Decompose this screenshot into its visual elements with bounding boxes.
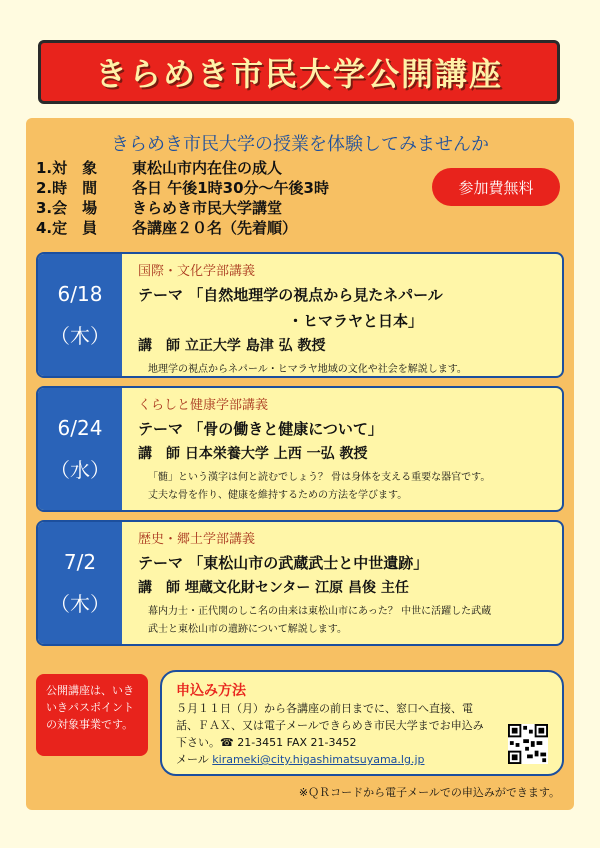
free-badge: 参加費無料 bbox=[432, 168, 560, 206]
lecture-date: 6/24 bbox=[57, 415, 103, 440]
mail-label: メール bbox=[176, 753, 209, 766]
lecture-desc-line: 武士と東松山市の遺跡について解説します。 bbox=[148, 624, 347, 635]
info-value: 東松山市内在住の成人 bbox=[132, 159, 283, 177]
qr-note: ※ＱＲコードから電子メールでの申込みができます。 bbox=[298, 786, 560, 799]
lecture-theme: テーマ 「東松山市の武蔵武士と中世遺跡」 bbox=[138, 554, 429, 572]
lecture-desc-line: 幕内力士・正代関のしこ名の由来は東松山市にあった？ 中世に活躍した武蔵 bbox=[148, 606, 492, 617]
apply-box bbox=[160, 670, 564, 776]
lecture-desc-line: 「髄」という漢字は何と読むでしょう？ 骨は身体を支える重要な器官です。 bbox=[148, 472, 491, 483]
info-label: 3.会 場 bbox=[36, 199, 98, 217]
date-column bbox=[38, 388, 122, 510]
lecture-theme: テーマ 「自然地理学の視点から見たネパール bbox=[138, 286, 443, 304]
apply-text bbox=[176, 700, 494, 768]
lecture-lecturer: 講 師 日本栄養大学 上西 一弘 教授 bbox=[138, 446, 368, 462]
lecture-date: 6/18 bbox=[57, 281, 103, 306]
lecture-day: （水） bbox=[50, 457, 110, 482]
lecture-date: 7/2 bbox=[63, 549, 97, 574]
lecture-content bbox=[138, 394, 554, 505]
info-value: きらめき市民大学講堂 bbox=[132, 199, 283, 217]
qr-code-icon[interactable] bbox=[508, 724, 548, 764]
info-label: 2.時 間 bbox=[36, 179, 98, 197]
subtitle: きらめき市民大学の授業を体験してみませんか bbox=[111, 134, 489, 155]
lecture-faculty: くらしと健康学部講義 bbox=[138, 398, 269, 413]
apply-title: 申込み方法 bbox=[176, 683, 246, 699]
lecture-desc bbox=[138, 469, 554, 505]
info-row bbox=[36, 178, 329, 198]
lecture-desc bbox=[138, 361, 554, 378]
info-row bbox=[36, 218, 329, 238]
lecture-card bbox=[36, 520, 564, 646]
info-value: 各講座２０名（先着順） bbox=[132, 219, 298, 237]
lecture-day: （木） bbox=[50, 323, 110, 348]
lecture-theme-cont: ・ヒマラヤと日本」 bbox=[288, 312, 424, 330]
lecture-content bbox=[138, 260, 554, 378]
lecture-faculty: 国際・文化学部講義 bbox=[138, 264, 256, 279]
passport-note: 公開講座は、いきいきパスポイントの対象事業です。 bbox=[36, 674, 148, 756]
page-title: きらめき市民大学公開講座 bbox=[94, 55, 503, 93]
date-column bbox=[38, 254, 122, 376]
info-list bbox=[36, 158, 329, 238]
lecture-theme: テーマ 「骨の働きと健康について」 bbox=[138, 420, 383, 438]
info-label: 1.対 象 bbox=[36, 159, 98, 177]
info-row bbox=[36, 158, 329, 178]
info-row bbox=[36, 198, 329, 218]
main-panel bbox=[26, 118, 574, 810]
mail-link[interactable]: kirameki@city.higashimatsuyama.lg.jp bbox=[212, 753, 425, 766]
title-banner bbox=[38, 40, 560, 104]
lecture-card bbox=[36, 386, 564, 512]
lecture-day: （木） bbox=[50, 591, 110, 616]
info-value: 各日 午後1時30分～午後3時 bbox=[132, 179, 329, 197]
lecture-desc bbox=[138, 603, 554, 639]
lecture-faculty: 歴史・郷土学部講義 bbox=[138, 532, 256, 547]
info-label: 4.定 員 bbox=[36, 219, 98, 237]
lecture-content bbox=[138, 528, 554, 639]
lecture-lecturer: 講 師 埋蔵文化財センター 江原 昌俊 主任 bbox=[138, 580, 409, 596]
date-column bbox=[38, 522, 122, 644]
lecture-lecturer: 講 師 立正大学 島津 弘 教授 bbox=[138, 338, 326, 354]
lecture-desc-line: 地理学の視点からネパール・ヒマラヤ地域の文化や社会を解説します。 bbox=[148, 364, 467, 375]
lecture-desc-line: 丈夫な骨を作り、健康を維持するための方法を学びます。 bbox=[148, 490, 408, 501]
lecture-card bbox=[36, 252, 564, 378]
apply-description: ５月１１日（月）から各講座の前日までに、窓口へ直接、電話、ＦＡＸ、又は電子メールできらめき市民大学までお申込み下さい。☎ 21-3451 FAX 21-3452 bbox=[176, 702, 484, 749]
